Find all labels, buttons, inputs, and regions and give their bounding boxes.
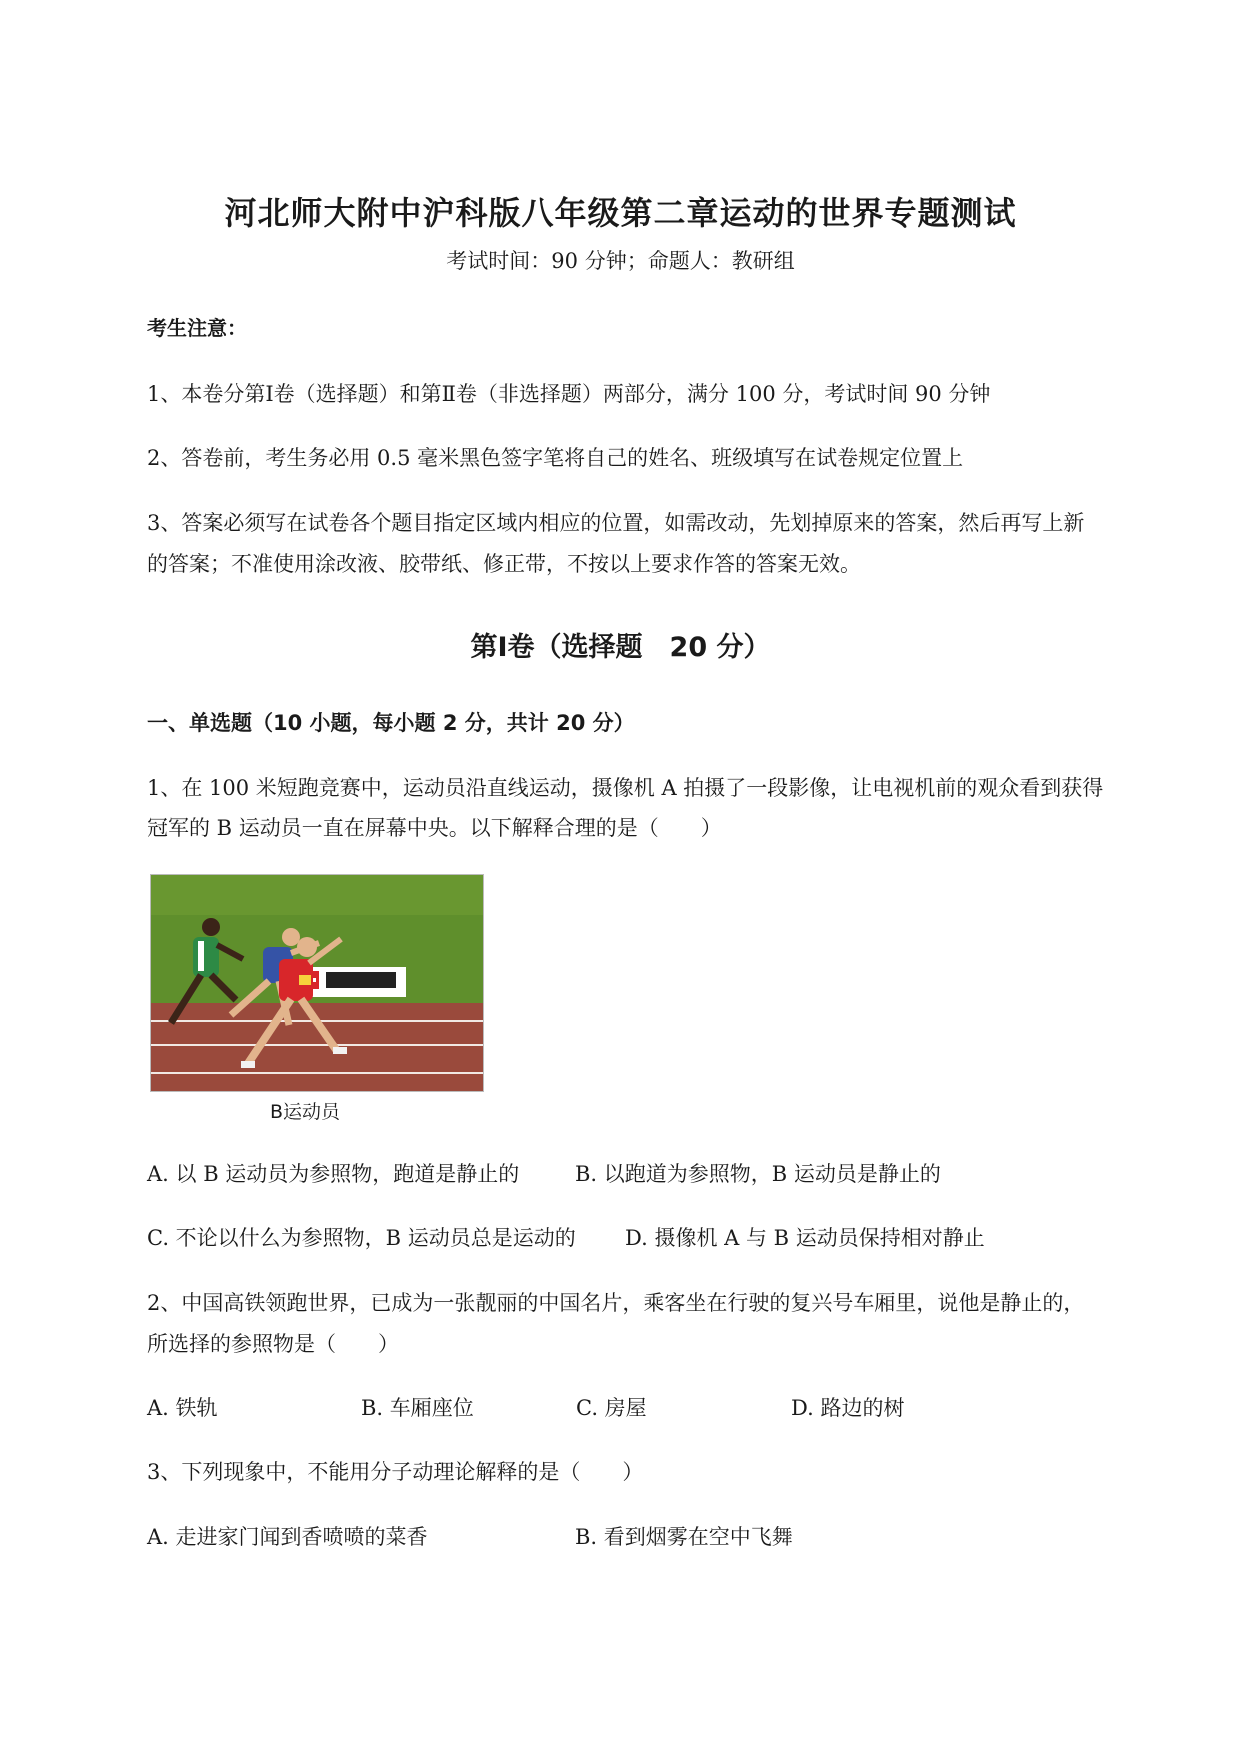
exam-info: 考试时间：90 分钟；命题人：教研组 (446, 249, 795, 273)
question-1-option-d[interactable]: D. 摄像机 A 与 B 运动员保持相对静止 (625, 1226, 985, 1250)
question-2-option-d[interactable]: D. 路边的树 (791, 1396, 905, 1420)
question-1-stem-line-1: 1、在 100 米短跑竞赛中，运动员沿直线运动，摄像机 A 拍摄了一段影像，让电视机前的观众看到获得 (147, 776, 1104, 800)
question-2-option-a[interactable]: A. 铁轨 (147, 1396, 218, 1420)
notice-heading: 考生注意： (147, 316, 247, 340)
question-3-stem: 3、下列现象中，不能用分子动理论解释的是（ ） (147, 1460, 644, 1484)
question-2-stem-line-2: 所选择的参照物是（ ） (147, 1332, 399, 1356)
photo-caption: B运动员 (270, 1101, 341, 1123)
question-2-option-b[interactable]: B. 车厢座位 (361, 1396, 474, 1420)
question-3-option-b[interactable]: B. 看到烟雾在空中飞舞 (575, 1525, 793, 1549)
sprinters-photo (150, 874, 484, 1092)
question-1-option-b[interactable]: B. 以跑道为参照物，B 运动员是静止的 (575, 1162, 941, 1186)
notice-item-3: 3、答案必须写在试卷各个题目指定区域内相应的位置，如需改动，先划掉原来的答案，然后再写上新 (147, 511, 1085, 535)
question-1-option-c[interactable]: C. 不论以什么为参照物，B 运动员总是运动的 (147, 1226, 576, 1250)
notice-item-3-continued: 的答案；不准使用涂改液、胶带纸、修正带，不按以上要求作答的答案无效。 (147, 552, 861, 576)
question-2-stem-line-1: 2、中国高铁领跑世界，已成为一张靓丽的中国名片，乘客坐在行驶的复兴号车厢里，说他是静止的， (147, 1291, 1085, 1315)
question-1-stem-line-2: 冠军的 B 运动员一直在屏幕中央。以下解释合理的是（ ） (147, 816, 722, 840)
question-3-option-a[interactable]: A. 走进家门闻到香喷喷的菜香 (147, 1525, 428, 1549)
section-title: 第Ⅰ卷（选择题 20 分） (470, 632, 771, 663)
notice-item-2: 2、答卷前，考生务必用 0.5 毫米黑色签字笔将自己的姓名、班级填写在试卷规定位置上 (147, 446, 964, 470)
question-1-option-a[interactable]: A. 以 B 运动员为参照物，跑道是静止的 (147, 1162, 520, 1186)
question-type-heading: 一、单选题（10 小题，每小题 2 分，共计 20 分） (147, 711, 635, 735)
notice-item-1: 1、本卷分第Ⅰ卷（选择题）和第Ⅱ卷（非选择题）两部分，满分 100 分，考试时间 90 分钟 (147, 382, 991, 406)
page-title: 河北师大附中沪科版八年级第二章运动的世界专题测试 (224, 194, 1017, 232)
question-2-option-c[interactable]: C. 房屋 (576, 1396, 647, 1420)
